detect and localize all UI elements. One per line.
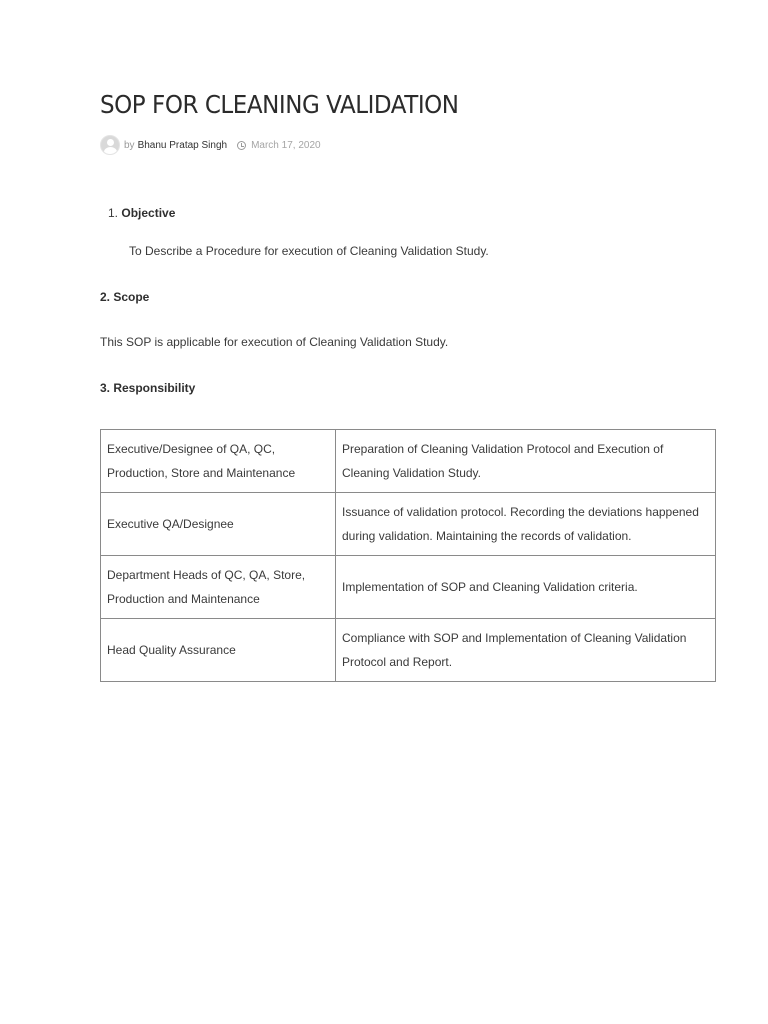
role-cell: Executive/Designee of QA, QC, Production, Store and Maintenance: [101, 430, 336, 493]
table-row: [101, 430, 716, 493]
byline-prefix: by: [124, 139, 135, 151]
objective-heading-text: Objective: [121, 206, 176, 220]
table-row: [101, 619, 716, 682]
role-cell: Executive QA/Designee: [101, 493, 336, 556]
scope-heading: 2. Scope: [100, 290, 150, 304]
author-link[interactable]: Bhanu Pratap Singh: [137, 139, 228, 151]
responsibility-heading: 3. Responsibility: [100, 381, 196, 395]
objective-heading: [108, 206, 175, 220]
duty-cell: Implementation of SOP and Cleaning Validation criteria.: [336, 556, 716, 619]
user-avatar-icon[interactable]: [100, 135, 120, 155]
duty-cell: Compliance with SOP and Implementation of Cleaning Validation Protocol and Report.: [336, 619, 716, 682]
objective-text: To Describe a Procedure for execution of Cleaning Validation Study.: [129, 244, 489, 258]
role-cell: Head Quality Assurance: [101, 619, 336, 682]
duty-cell: Issuance of validation protocol. Recording the deviations happened during validation. Maintaining the records of validation.: [336, 493, 716, 556]
article-meta: [100, 134, 321, 156]
duty-cell: Preparation of Cleaning Validation Protocol and Execution of Cleaning Validation Study.: [336, 430, 716, 493]
role-cell: Department Heads of QC, QA, Store, Production and Maintenance: [101, 556, 336, 619]
page-title: SOP FOR CLEANING VALIDATION: [100, 90, 459, 119]
table-row: [101, 493, 716, 556]
responsibility-table: [100, 429, 716, 682]
table-row: [101, 556, 716, 619]
scope-text: This SOP is applicable for execution of Cleaning Validation Study.: [100, 335, 449, 349]
publish-date[interactable]: March 17, 2020: [251, 139, 321, 151]
objective-number: 1.: [108, 206, 119, 220]
clock-icon: [237, 141, 246, 150]
